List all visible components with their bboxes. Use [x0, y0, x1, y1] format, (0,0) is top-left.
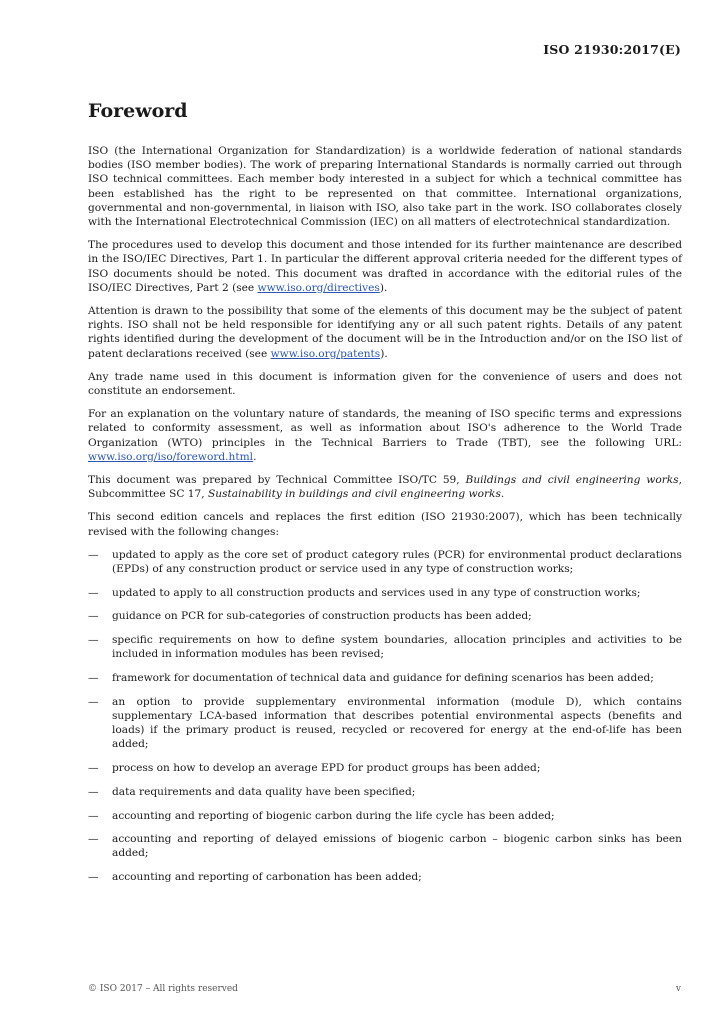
list-item: — accounting and reporting of delayed emissions of biogenic carbon – biogenic carbon sinks has been added;	[88, 833, 682, 860]
list-item: — updated to apply as the core set of product category rules (PCR) for environmental product declarations (EPDs) of any construction product or service used in any type of construction works;	[88, 548, 682, 576]
list-item: — guidance on PCR for sub-categories of construction products has been added;	[88, 610, 532, 623]
page-title: Foreword	[88, 100, 188, 122]
document-id-header: ISO 21930:2017(E)	[543, 42, 681, 57]
foreword-body	[88, 144, 682, 894]
list-item: — process on how to develop an average EPD for product groups has been added;	[88, 762, 541, 775]
list-item: — updated to apply to all construction products and services used in any type of construction works;	[88, 586, 641, 599]
directives-link[interactable]: www.iso.org/directives	[257, 281, 380, 294]
paragraph-patents: Attention is drawn to the possibility that some of the elements of this document may be the subject of patent rights. ISO shall not be held responsible for identifying any or all such patent rights. Details of any patent rights identified during the development of the document will be in the Introduction and/or on the ISO list of patent declarations received (see www.iso.org/patents).	[88, 305, 682, 360]
paragraph-trade-name: Any trade name used in this document is information given for the convenience of users and does not constitute an endorsement.	[88, 370, 682, 398]
patents-link[interactable]: www.iso.org/patents	[270, 347, 381, 360]
paragraph-second-edition: This second edition cancels and replaces the first edition (ISO 21930:2007), which has been technically revised with the following changes:	[88, 511, 682, 538]
paragraph-voluntary-nature: For an explanation on the voluntary nature of standards, the meaning of ISO specific terms and expressions related to conformity assessment, as well as information about ISO's adherence to the World Trade Organization (WTO) principles in the Technical Barriers to Trade (TBT), see the following URL: www.iso.org/iso/foreword.html.	[88, 408, 682, 463]
copyright-footer: © ISO 2017 – All rights reserved	[88, 984, 238, 994]
paragraph-procedures: The procedures used to develop this document and those intended for its further maintenance are described in the ISO/IEC Directives, Part 1. In particular the different approval criteria needed for the different types of ISO documents should be noted. This document was drafted in accordance with the editorial rules of the ISO/IEC Directives, Part 2 (see www.iso.org/directives).	[88, 239, 682, 294]
foreword-link[interactable]: www.iso.org/iso/foreword.html	[88, 450, 254, 463]
list-item: — an option to provide supplementary environmental information (module D), which contains supplementary LCA-based information that describes potential environmental aspects (benefits and loads) if the primary product is reused, recycled or recovered for energy at the end-of-life has been added;	[88, 695, 682, 751]
list-item: — data requirements and data quality have been specified;	[88, 785, 416, 798]
list-item: — framework for documentation of technical data and guidance for defining scenarios has been added;	[88, 672, 654, 685]
list-item: — specific requirements on how to define system boundaries, allocation principles and activities to be included in information modules has been revised;	[88, 634, 682, 661]
paragraph-prepared-by: This document was prepared by Technical Committee ISO/TC 59, Buildings and civil engineering works, Subcommittee SC 17, Sustainability in buildings and civil engineering works.	[88, 474, 682, 501]
page-number: v	[675, 984, 681, 994]
list-item: — accounting and reporting of carbonation has been added;	[88, 871, 422, 884]
list-item: — accounting and reporting of biogenic carbon during the life cycle has been added;	[88, 809, 555, 822]
changes-list	[88, 548, 682, 884]
paragraph-iso-intro: ISO (the International Organization for Standardization) is a worldwide federation of national standards bodies (ISO member bodies). The work of preparing International Standards is normally carried out through ISO technical committees. Each member body interested in a subject for which a technical committee has been established has the right to be represented on that committee. International organizations, governmental and non-governmental, in liaison with ISO, also take part in the work. ISO collaborates closely with the International Electrotechnical Commission (IEC) on all matters of electrotechnical standardization.	[88, 145, 682, 229]
